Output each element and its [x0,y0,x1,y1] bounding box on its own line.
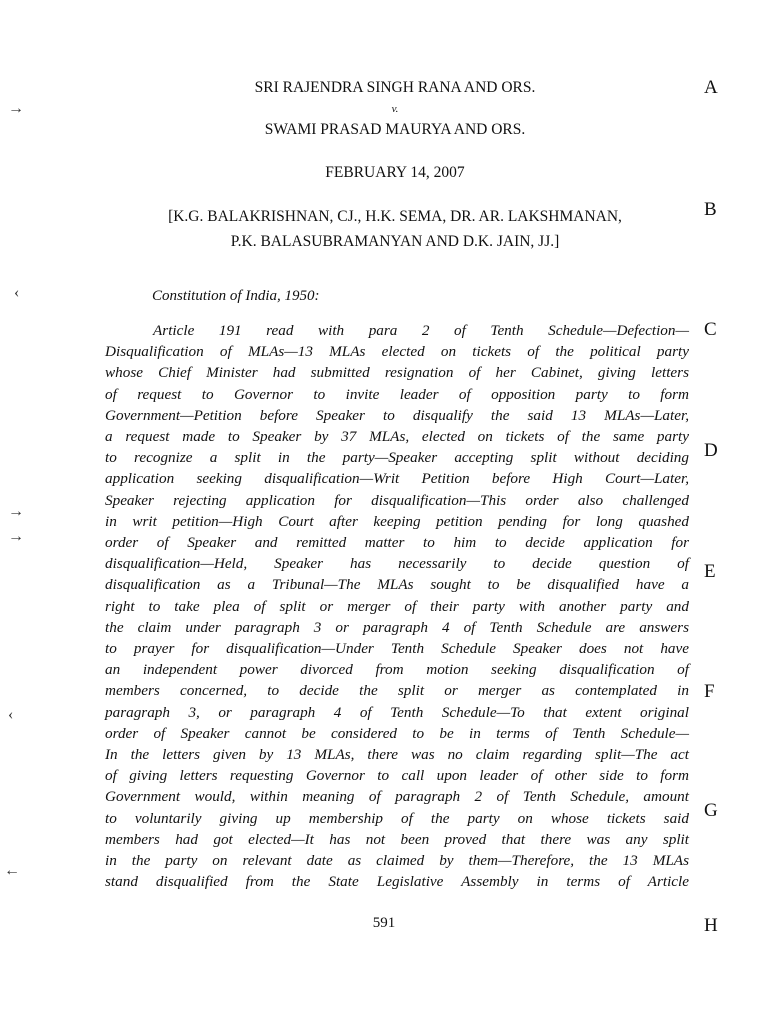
headnote-line: to prayer for disqualification—Under Tenth Schedule Speaker does not have [105,640,689,658]
headnote-line: members had got elected—It has not been proved that there was any split [105,830,689,848]
headnote-line: Government would, within meaning of paragraph 2 of Tenth Schedule, amount [105,788,689,806]
headnote-line: Government—Petition before Speaker to disqualify the said 13 MLAs—Later, [105,406,689,424]
headnote-line: members concerned, to decide the split or merger as contemplated in [105,682,689,700]
headnote-paragraph [105,320,689,892]
versus-label: v. [391,103,399,115]
margin-letter-h: H [704,915,718,936]
headnote-line: Speaker rejecting application for disqualification—This order also challenged [105,491,689,509]
appellant-name: SRI RAJENDRA SINGH RANA AND ORS. [254,79,536,96]
judgment-date: FEBRUARY 14, 2007 [325,164,465,181]
headnote-line: an independent power divorced from motion seeking disqualification of [105,661,689,679]
headnote-line: of request to Governor to invite leader of opposition party to form [105,385,689,403]
margin-tick-icon: → [8,503,24,520]
headnote-line: the claim under paragraph 3 or paragraph 4 of Tenth Schedule are answers [105,618,689,636]
margin-tick-icon: → [8,528,24,545]
headnote-line: Disqualification of MLAs—13 MLAs elected on tickets of the political party [105,343,689,361]
margin-letter-d: D [704,440,718,461]
bench-line-1: [K.G. BALAKRISHNAN, CJ., H.K. SEMA, DR. AR. LAKSHMANAN, [168,208,622,225]
margin-tick-icon: ← [4,862,20,879]
page-number: 591 [372,915,396,931]
bench-line-2: P.K. BALASUBRAMANYAN AND D.K. JAIN, JJ.] [230,233,560,250]
headnote-line: application seeking disqualification—Writ Petition before High Court—Later, [105,470,689,488]
headnote-line: whose Chief Minister had submitted resignation of her Cabinet, giving letters [105,364,689,382]
headnote-line: of giving letters requesting Governor to call upon leader of other side to form [105,767,689,785]
margin-letter-f: F [704,681,715,702]
headnote-line: order of Speaker cannot be considered to be in terms of Tenth Schedule— [105,724,689,742]
headnote-line: to recognize a split in the party—Speaker accepting split without deciding [105,449,689,467]
margin-letter-g: G [704,800,718,821]
margin-tick-icon: ‹ [8,706,14,723]
margin-letter-e: E [704,561,716,582]
margin-letter-b: B [704,199,717,220]
headnote-line: in the party on relevant date as claimed by them—Therefore, the 13 MLAs [105,852,689,870]
headnote-line: paragraph 3, or paragraph 4 of Tenth Schedule—To that extent original [105,703,689,721]
headnote-line: order of Speaker and remitted matter to him to decide application for [105,534,689,552]
margin-tick-icon: ‹ [14,284,20,301]
headnote-line: a request made to Speaker by 37 MLAs, elected on tickets of the same party [105,428,689,446]
headnote-line: in writ petition—High Court after keeping petition pending for long quashed [105,512,689,530]
headnote-line: right to take plea of split or merger of their party with another party and [105,597,689,615]
headnote-line: In the letters given by 13 MLAs, there was no claim regarding split—The act [105,746,689,764]
respondent-name: SWAMI PRASAD MAURYA AND ORS. [264,121,526,138]
headnote-line: disqualification—Held, Speaker has necessarily to decide question of [105,555,689,573]
headnote-line: Article 191 read with para 2 of Tenth Schedule—Defection— [153,322,689,339]
headnote-line: disqualification as a Tribunal—The MLAs sought to be disqualified have a [105,576,689,594]
margin-letter-a: A [704,77,718,98]
statute-heading: Constitution of India, 1950: [152,288,320,304]
bench-judges [100,204,690,254]
headnote-line: stand disqualified from the State Legislative Assembly in terms of Article [105,873,689,891]
margin-letter-c: C [704,319,717,340]
margin-tick-icon: → [8,100,24,117]
headnote-line: to voluntarily giving up membership of the party on whose tickets said [105,809,689,827]
